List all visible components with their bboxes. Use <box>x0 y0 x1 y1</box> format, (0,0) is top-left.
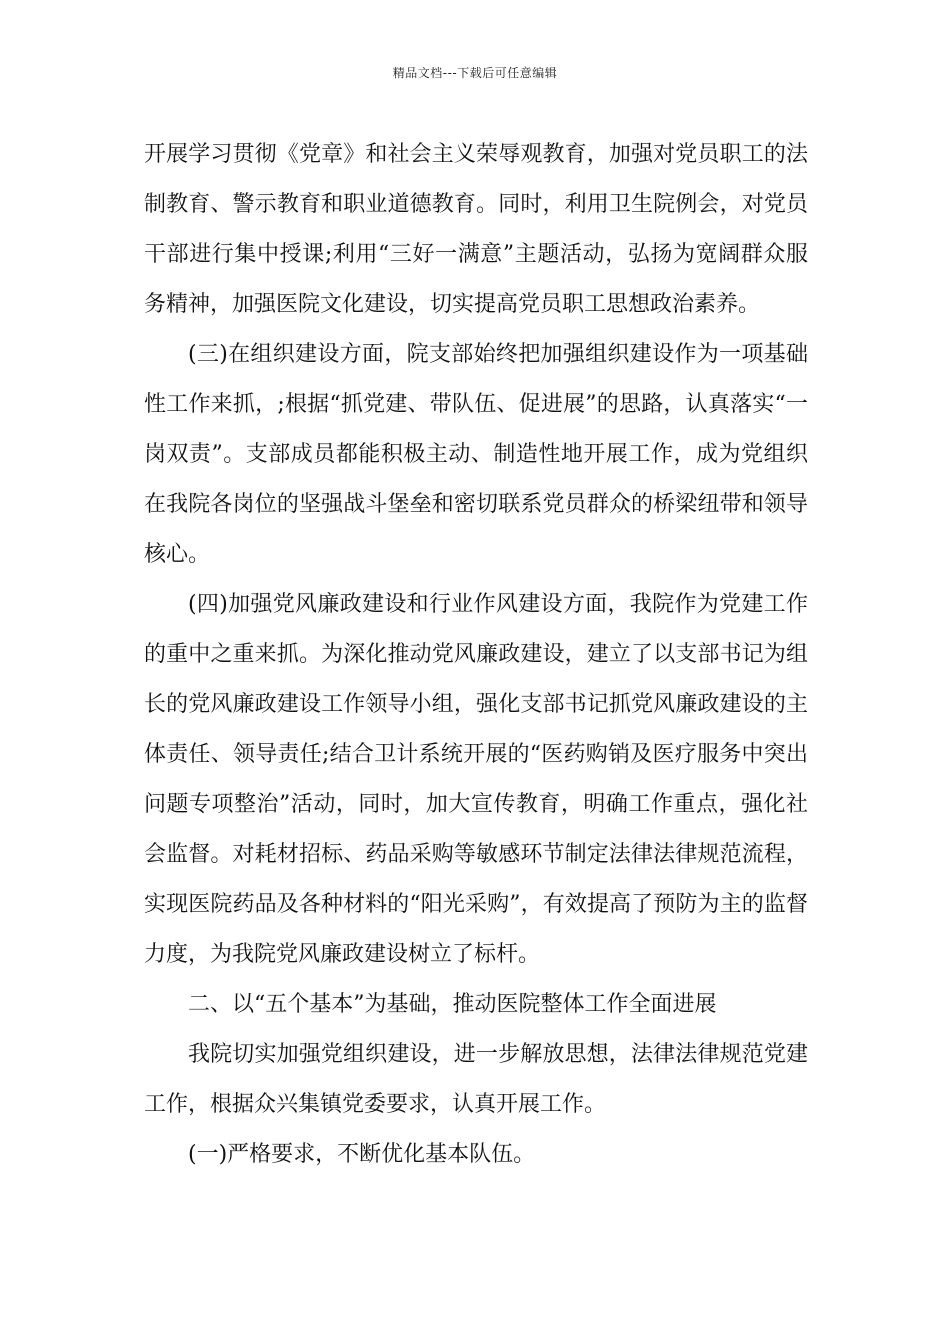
paragraph-integrity-building: (四)加强党风廉政建设和行业作风建设方面，我院作为党建工作的重中之重来抓。为深化推动党风廉政建设，建立了以支部书记为组长的党风廉政建设工作领导小组，强化支部书记抓党风廉政建设的主体责任、领导责任;结合卫计系统开展的“医药购销及医疗服务中突出问题专项整治”活动，同时，加大宣传教育，明确工作重点，强化社会监督。对耗材招标、药品采购等敏感环节制定法律法律规范流程，实现医院药品及各种材料的“阳光采购”，有效提高了预防为主的监督力度，为我院党风廉政建设树立了标杆。 <box>144 592 808 967</box>
section-heading: 二、以“五个基本”为基础，推动医院整体工作全面进展 <box>188 992 717 1017</box>
page-header: 精品文档---下载后可任意编辑 <box>392 66 558 80</box>
document-body <box>144 130 808 1180</box>
subsection-heading: (一)严格要求，不断优化基本队伍。 <box>188 1142 536 1167</box>
paragraph-section-intro: 我院切实加强党组织建设，进一步解放思想，法律法律规范党建工作，根据众兴集镇党委要求，认真开展工作。 <box>144 1042 808 1117</box>
paragraph-continued: 开展学习贯彻《党章》和社会主义荣辱观教育，加强对党员职工的法制教育、警示教育和职业道德教育。同时，利用卫生院例会，对党员干部进行集中授课;利用“三好一满意”主题活动，弘扬为宽阔群众服务精神，加强医院文化建设，切实提高党员职工思想政治素养。 <box>144 142 808 317</box>
paragraph-organization-building: (三)在组织建设方面，院支部始终把加强组织建设作为一项基础性工作来抓，;根据“抓党建、带队伍、促进展”的思路，认真落实“一岗双责”。支部成员都能积极主动、制造性地开展工作，成为党组织在我院各岗位的坚强战斗堡垒和密切联系党员群众的桥梁纽带和领导核心。 <box>144 342 808 567</box>
